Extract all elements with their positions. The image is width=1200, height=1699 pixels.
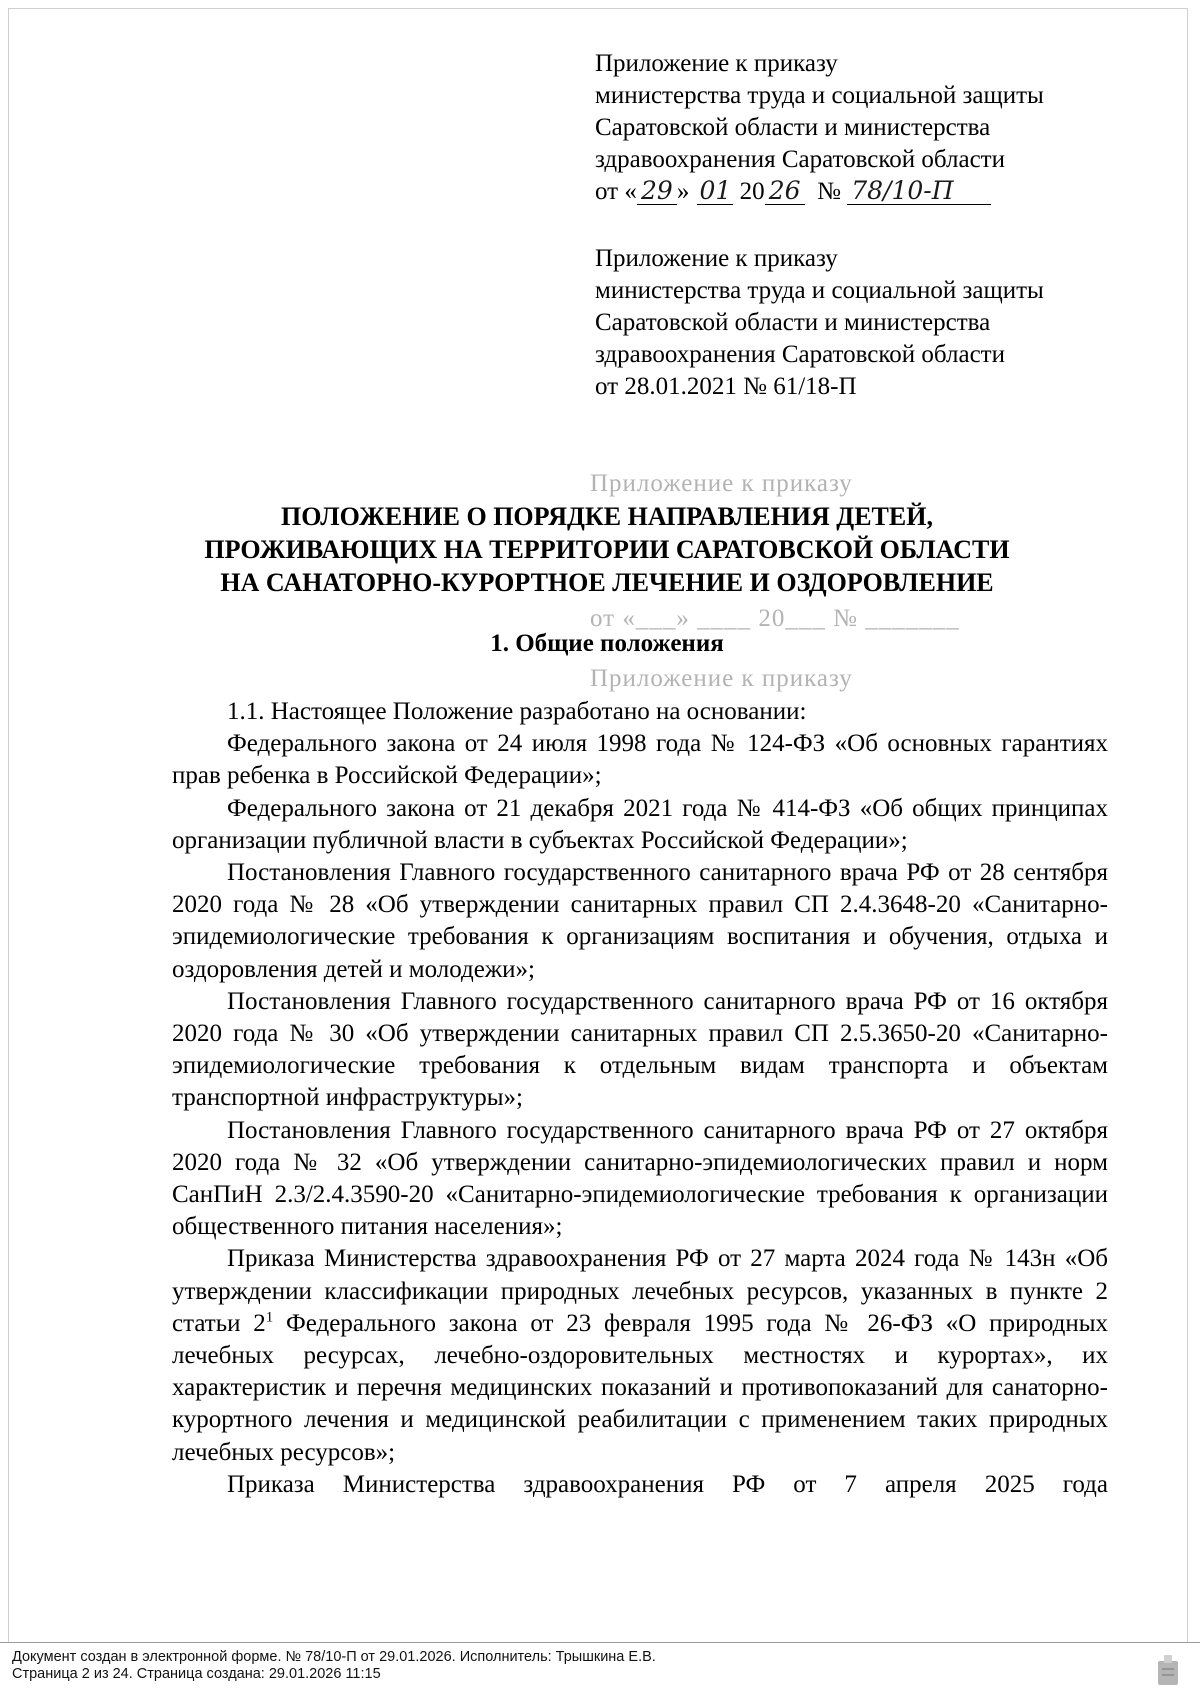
number-prefix: № bbox=[817, 178, 841, 205]
paragraph-text: Федерального закона от 23 февраля 1995 года № 26-ФЗ «О природных лечебных ресурсах, лечебно-оздоровительных местностях и курортах», их характеристик и перечня медицинских показаний и противопоказаний для санаторно-курортного лечения и медицинской реабилитации с применением таких природных лечебных ресурсов»; bbox=[172, 1309, 1108, 1466]
title-line: ПОЛОЖЕНИЕ О ПОРЯДКЕ НАПРАВЛЕНИЯ ДЕТЕЙ, bbox=[281, 502, 933, 531]
date-prefix: от « bbox=[595, 178, 637, 205]
ghost-text: Приложение к приказу bbox=[590, 470, 853, 497]
appendix-header-current bbox=[595, 48, 1135, 208]
footer-line: Страница 2 из 24. Страница создана: 29.01.2026 11:15 bbox=[12, 1666, 381, 1682]
document-title bbox=[172, 500, 1042, 599]
paragraph: Постановления Главного государственного санитарного врача РФ от 16 октября 2020 года № 30 «Об утверждении санитарных правил СП 2.5.3650-20 «Санитарно-эпидемиологические требования к отдельным видам транспорта и объектам транспортной инфраструктуры»; bbox=[172, 987, 1108, 1112]
ghost-text: от «___» ____ 20___ № _______ bbox=[590, 605, 960, 632]
footer-line: Документ создан в электронной форме. № 78/10-П от 29.01.2026. Исполнитель: Трышкина Е.В. bbox=[12, 1649, 656, 1665]
footer-text bbox=[12, 1649, 656, 1683]
paragraph: Приказа Министерства здравоохранения РФ от 7 апреля 2025 года bbox=[227, 1470, 1108, 1498]
document-body bbox=[172, 696, 1108, 1501]
appendix-line: министерства труда и социальной защиты bbox=[595, 277, 1044, 304]
appendix-line: здравоохранения Саратовской области bbox=[595, 341, 1005, 368]
appendix-line: Приложение к приказу bbox=[595, 245, 838, 272]
paragraph-text: Приказа Министерства здравоохранения РФ от 27 марта 2024 года № 143н «Об утверждении классификации природных лечебных ресурсов, указанных в пункте 2 статьи 2 bbox=[172, 1245, 1108, 1337]
handwritten-day: 29 bbox=[637, 178, 677, 205]
handwritten-number: 78/10-П bbox=[847, 178, 991, 205]
handwritten-year: 26 bbox=[765, 178, 805, 205]
year-prefix: 20 bbox=[739, 178, 765, 205]
appendix-line: Приложение к приказу bbox=[595, 50, 838, 77]
footer bbox=[0, 1642, 1200, 1699]
stamp-icon bbox=[1156, 1653, 1180, 1687]
section-heading: 1. Общие положения bbox=[490, 630, 724, 657]
appendix-header-original bbox=[595, 243, 1135, 403]
paragraph: 1.1. Настоящее Положение разработано на основании: bbox=[227, 698, 807, 725]
appendix-line: Саратовской области и министерства bbox=[595, 114, 991, 141]
appendix-date-line bbox=[595, 176, 1135, 208]
handwritten-month: 01 bbox=[697, 178, 733, 205]
paragraph: Постановления Главного государственного санитарного врача РФ от 27 октября 2020 года № 32 «Об утверждении санитарно-эпидемиологических правил и норм СанПиН 2.3/2.4.3590-20 «Санитарно-эпидемиологические требования к организации общественного питания населения»; bbox=[172, 1116, 1108, 1241]
paragraph: Федерального закона от 21 декабря 2021 года № 414-ФЗ «Об общих принципах организации публичной власти в субъектах Российской Федерации»; bbox=[172, 794, 1108, 854]
paragraph bbox=[172, 1243, 1108, 1468]
ghost-text: Приложение к приказу bbox=[590, 665, 853, 692]
appendix-line: от 28.01.2021 № 61/18-П bbox=[595, 373, 857, 400]
superscript: 1 bbox=[265, 1309, 274, 1326]
paragraph: Постановления Главного государственного санитарного врача РФ от 28 сентября 2020 года № 28 «Об утверждении санитарных правил СП 2.4.3648-20 «Санитарно-эпидемиологические требования к организациям воспитания и обучения, отдыха и оздоровления детей и молодежи»; bbox=[172, 859, 1108, 983]
appendix-line: министерства труда и социальной защиты bbox=[595, 82, 1044, 109]
title-line: ПРОЖИВАЮЩИХ НА ТЕРРИТОРИИ САРАТОВСКОЙ ОБЛАСТИ bbox=[204, 535, 1010, 564]
appendix-line: Саратовской области и министерства bbox=[595, 309, 991, 336]
date-mid: » bbox=[676, 178, 690, 205]
title-line: НА САНАТОРНО-КУРОРТНОЕ ЛЕЧЕНИЕ И ОЗДОРОВЛЕНИЕ bbox=[220, 568, 994, 597]
appendix-line: здравоохранения Саратовской области bbox=[595, 146, 1005, 173]
paragraph: Федерального закона от 24 июля 1998 года № 124-ФЗ «Об основных гарантиях прав ребенка в Российской Федерации»; bbox=[172, 730, 1108, 790]
